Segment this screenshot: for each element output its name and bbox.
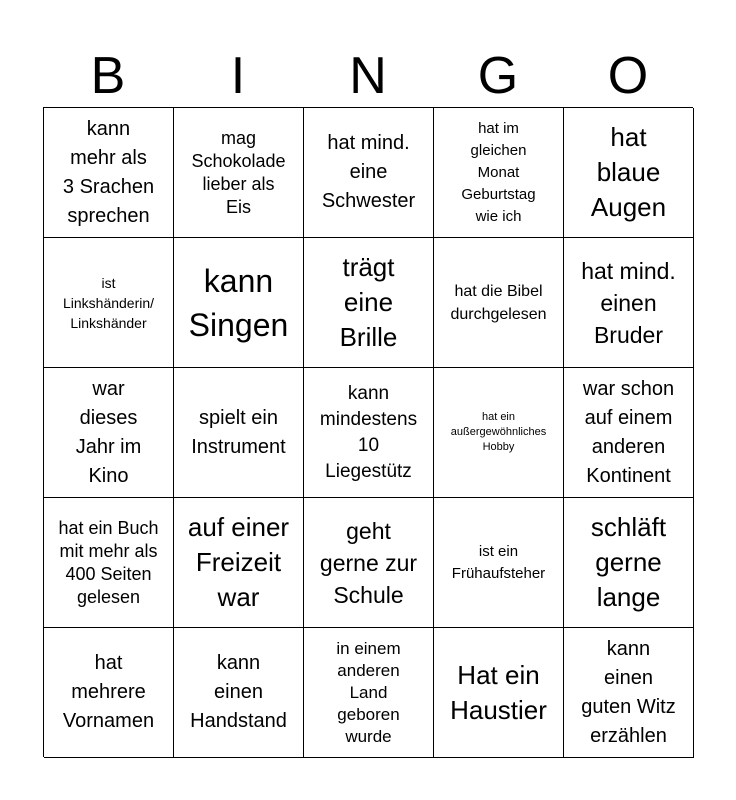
- header-letter-b: B: [90, 47, 126, 105]
- cell-text: auf einer Freizeit war: [187, 512, 290, 612]
- bingo-cell[interactable]: [564, 368, 694, 498]
- cell-text: kann Singen: [188, 262, 289, 343]
- bingo-cell[interactable]: [174, 108, 304, 238]
- cell-text: in einem anderen Land geboren wurde: [336, 638, 401, 746]
- bingo-cell[interactable]: [304, 628, 434, 758]
- cell-text: Hat ein Haustier: [450, 659, 547, 725]
- bingo-cell[interactable]: [304, 238, 434, 368]
- cell-text: geht gerne zur Schule: [319, 517, 418, 608]
- cell-text: hat mind. einen Bruder: [581, 257, 676, 348]
- bingo-cell[interactable]: [174, 368, 304, 498]
- cell-text: hat im gleichen Monat Geburtstag wie ich: [461, 119, 536, 225]
- bingo-cell[interactable]: [44, 498, 174, 628]
- bingo-cell[interactable]: [564, 498, 694, 628]
- header-letter-g: G: [477, 47, 519, 105]
- bingo-cell[interactable]: [564, 108, 694, 238]
- cell-text: hat ein Buch mit mehr als 400 Seiten gelesen: [58, 517, 159, 607]
- cell-text: kann mehr als 3 Srachen sprechen: [62, 117, 155, 227]
- header-letter-o: O: [607, 47, 649, 105]
- cell-text: war dieses Jahr im Kino: [75, 377, 142, 487]
- bingo-cell[interactable]: [304, 108, 434, 238]
- bingo-cell[interactable]: [564, 628, 694, 758]
- cell-text: war schon auf einem anderen Kontinent: [582, 377, 675, 487]
- cell-text: schläft gerne lange: [590, 512, 667, 612]
- bingo-cell[interactable]: [174, 238, 304, 368]
- header-letter-n: N: [349, 47, 387, 105]
- cell-text: hat mind. eine Schwester: [321, 132, 416, 212]
- cell-text: ist Linkshänderin/ Linkshänder: [62, 274, 155, 331]
- bingo-cell[interactable]: [304, 498, 434, 628]
- bingo-cell[interactable]: [434, 108, 564, 238]
- bingo-cell[interactable]: [44, 238, 174, 368]
- bingo-cell[interactable]: [434, 498, 564, 628]
- header-letter-i: I: [230, 47, 246, 105]
- bingo-header: [43, 44, 693, 108]
- cell-text: hat die Bibel durchgelesen: [450, 282, 547, 323]
- bingo-cell[interactable]: [434, 238, 564, 368]
- bingo-cell[interactable]: [564, 238, 694, 368]
- bingo-cell[interactable]: [434, 628, 564, 758]
- bingo-cell[interactable]: [44, 108, 174, 238]
- bingo-cell[interactable]: [44, 628, 174, 758]
- cell-text: hat mehrere Vornamen: [62, 652, 155, 732]
- cell-text: ist ein Frühaufsteher: [451, 542, 546, 582]
- bingo-cell[interactable]: [174, 498, 304, 628]
- bingo-cell[interactable]: [44, 368, 174, 498]
- cell-text: hat ein außergewöhnliches Hobby: [450, 411, 547, 453]
- bingo-card-grid: [43, 107, 693, 757]
- cell-text: mag Schokolade lieber als Eis: [191, 127, 286, 217]
- cell-text: kann mindestens 10 Liegestütz: [319, 382, 418, 482]
- bingo-cell[interactable]: [304, 368, 434, 498]
- cell-text: kann einen Handstand: [190, 652, 287, 732]
- cell-text: kann einen guten Witz erzählen: [581, 637, 676, 747]
- cell-text: spielt ein Instrument: [191, 406, 286, 458]
- cell-text: trägt eine Brille: [339, 252, 398, 352]
- bingo-cell[interactable]: [434, 368, 564, 498]
- bingo-cell[interactable]: [174, 628, 304, 758]
- cell-text: hat blaue Augen: [590, 122, 667, 222]
